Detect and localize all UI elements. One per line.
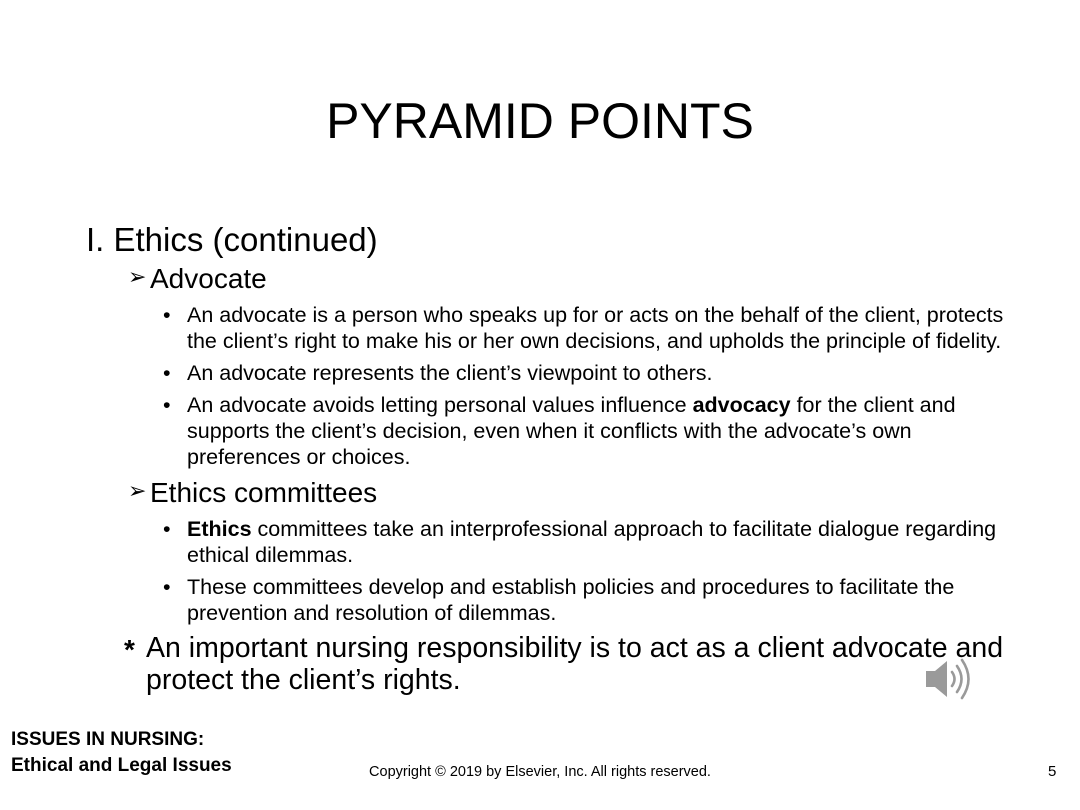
- subheading-advocate: [86, 262, 1006, 296]
- bullet-item: [86, 392, 1006, 470]
- bold-term: advocacy: [692, 393, 791, 417]
- bullet-dot-icon: •: [163, 361, 171, 385]
- bullet-text-post: for the client and supports the client’s decision, even when it conflicts with the advocate’s own preferences or choices.: [187, 393, 956, 469]
- asterisk-icon: *: [124, 634, 135, 665]
- bullet-text-post: committees take an interprofessional approach to facilitate dialogue regarding ethical dilemmas.: [187, 517, 997, 567]
- subheading-label: Ethics committees: [150, 477, 378, 508]
- key-point-text: An important nursing responsibility is to act as a client advocate and protect the client’s rights.: [146, 632, 1004, 696]
- subheading-label: Advocate: [150, 263, 267, 294]
- slide-title: PYRAMID POINTS: [326, 93, 754, 149]
- bullet-text: These committees develop and establish policies and procedures to facilitate the prevention and resolution of dilemmas.: [187, 575, 955, 625]
- arrow-bullet-icon: ➢: [128, 264, 147, 289]
- course-line-2: Ethical and Legal Issues: [11, 755, 232, 776]
- bullet-item: [86, 516, 1006, 568]
- bullet-dot-icon: •: [163, 393, 171, 417]
- bullet-text: An advocate represents the client’s viewpoint to others.: [187, 361, 713, 385]
- copyright-notice: Copyright © 2019 by Elsevier, Inc. All rights reserved.: [369, 764, 711, 780]
- course-line-1: ISSUES IN NURSING:: [11, 729, 205, 750]
- bold-term: Ethics: [187, 517, 252, 541]
- subheading-ethics-committees: [86, 476, 1006, 510]
- bullet-item: [86, 574, 1006, 626]
- bullet-dot-icon: •: [163, 517, 171, 541]
- slide-body: [86, 220, 1006, 696]
- bullet-dot-icon: •: [163, 303, 171, 327]
- section-heading: I. Ethics (continued): [86, 221, 378, 258]
- bullet-dot-icon: •: [163, 575, 171, 599]
- key-point: [86, 632, 1006, 696]
- bullet-text-pre: An advocate avoids letting personal values influence: [187, 393, 693, 417]
- page-number: 5: [1048, 763, 1057, 780]
- arrow-bullet-icon: ➢: [128, 478, 147, 503]
- bullet-item: [86, 302, 1006, 354]
- bullet-item: [86, 360, 1006, 386]
- bullet-text: An advocate is a person who speaks up for or acts on the behalf of the client, protects the client’s right to make his or her own decisions, and upholds the principle of fidelity.: [187, 303, 1004, 353]
- speaker-icon[interactable]: [922, 654, 974, 704]
